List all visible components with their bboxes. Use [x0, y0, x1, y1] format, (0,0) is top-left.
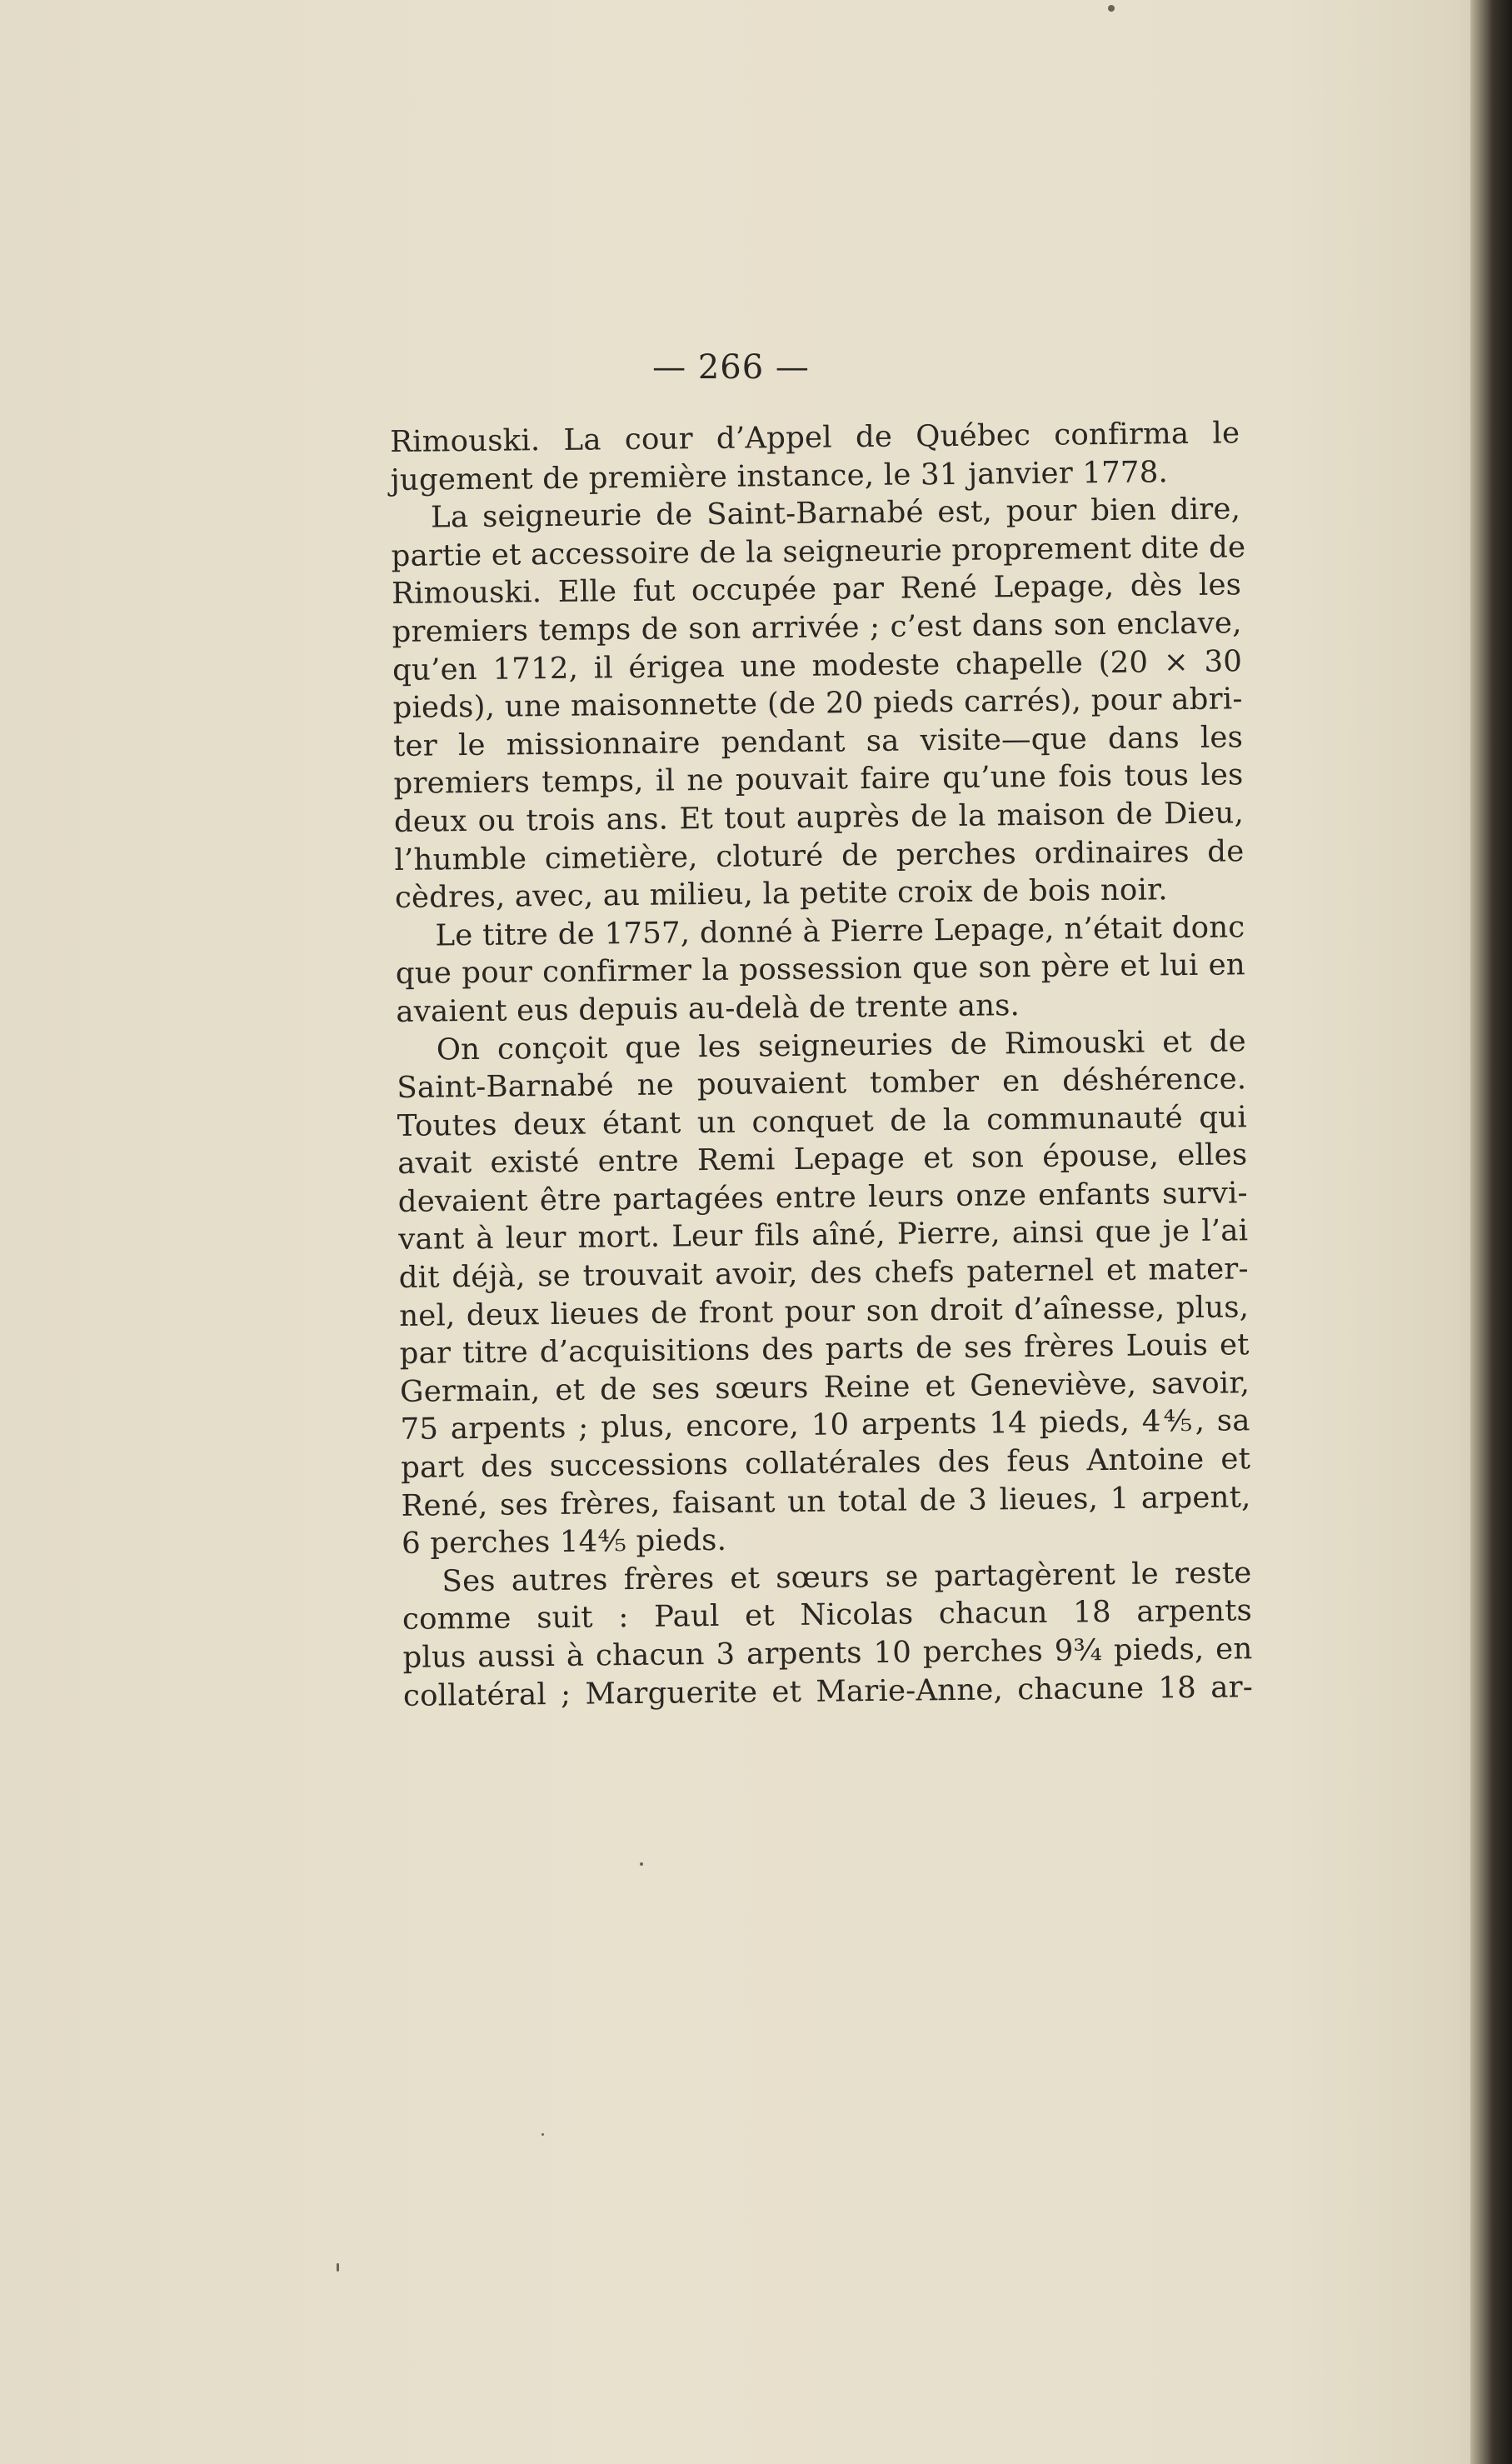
ink-speck [640, 1862, 643, 1866]
text-line: Rimouski. Elle fut occupée par René Lepage, dès les [391, 567, 1242, 612]
text-line: qu’en 1712, il érigea une modeste chapelle (20 × 30 [392, 643, 1243, 687]
text-line: que pour confirmer la possession que son père et lui en [395, 947, 1246, 992]
text-line: par titre d’acquisitions des parts de ses frères Louis et [399, 1327, 1250, 1372]
text-line: vant à leur mort. Leur fils aîné, Pierre, ainsi que je l’ai [398, 1213, 1249, 1257]
text-line: 6 perches 14⅘ pieds. [401, 1523, 727, 1562]
text-line: Le titre de 1757, donné à Pierre Lepage, n’était donc [435, 910, 1245, 953]
text-line: jugement de première instance, le 31 janvier 1778. [390, 454, 1169, 497]
text-line: La seigneurie de Saint-Barnabé est, pour bien dire, [430, 492, 1241, 535]
text-line: avait existé entre Remi Lepage et son épouse, elles [397, 1137, 1248, 1182]
text-line: 75 arpents ; plus, encore, 10 arpents 14 pieds, 4⅘, sa [400, 1403, 1250, 1447]
text-line: Rimouski. La cour d’Appel de Québec confirma le [390, 416, 1240, 459]
text-line: ter le missionnaire pendant sa visite—que dans les [392, 720, 1244, 763]
text-line: l’humble cimetière, cloturé de perches ordinaires de [394, 833, 1245, 877]
text-line: comme suit : Paul et Nicolas chacun 18 arpents [402, 1593, 1253, 1637]
text-line: devaient être partagées entre leurs onze enfants survi- [397, 1176, 1248, 1219]
text-line: collatéral ; Marguerite et Marie-Anne, chacune 18 ar- [402, 1669, 1254, 1713]
body-text [390, 414, 1253, 1715]
text-line: cèdres, avec, au milieu, la petite croix de bois noir. [394, 872, 1168, 916]
text-line: Ses autres frères et sœurs se partagèrent le reste [442, 1556, 1252, 1599]
text-line: On conçoit que les seigneuries de Rimouski et de [436, 1023, 1247, 1067]
text-line: deux ou trois ans. Et tout auprès de la maison de Dieu, [393, 796, 1245, 839]
text-line: nel, deux lieues de front pour son droit d’aînesse, plus, [399, 1289, 1250, 1333]
text-line: pieds), une maisonnette (de 20 pieds carrés), pour abri- [392, 682, 1243, 726]
ink-speck [1108, 5, 1115, 12]
text-line: premiers temps de son arrivée ; c’est dans son enclave, [392, 606, 1242, 649]
text-line: Saint-Barnabé ne pouvaient tomber en déshérence. [397, 1062, 1247, 1106]
ink-speck [337, 2263, 339, 2272]
text-line: dit déjà, se trouvait avoir, des chefs paternel et mater- [398, 1252, 1249, 1296]
text-line: avaient eus depuis au-delà de trente ans. [396, 988, 1020, 1029]
text-line: Toutes deux étant un conquet de la communauté qui [397, 1099, 1247, 1143]
text-line: Germain, et de ses sœurs Reine et Geneviève, savoir, [399, 1366, 1250, 1409]
text-line: René, ses frères, faisant un total de 3 lieues, 1 arpent, [401, 1479, 1251, 1523]
text-line: part des successions collatérales des feus Antoine et [400, 1442, 1251, 1485]
text-line: plus aussi à chacun 3 arpents 10 perches 9¾ pieds, en [402, 1632, 1253, 1675]
ink-speck [541, 2133, 544, 2136]
page-number: — 266 — [652, 348, 810, 387]
text-line: partie et accessoire de la seigneurie proprement dite de [391, 530, 1246, 573]
text-line: premiers temps, il ne pouvait faire qu’une fois tous les [393, 757, 1244, 802]
